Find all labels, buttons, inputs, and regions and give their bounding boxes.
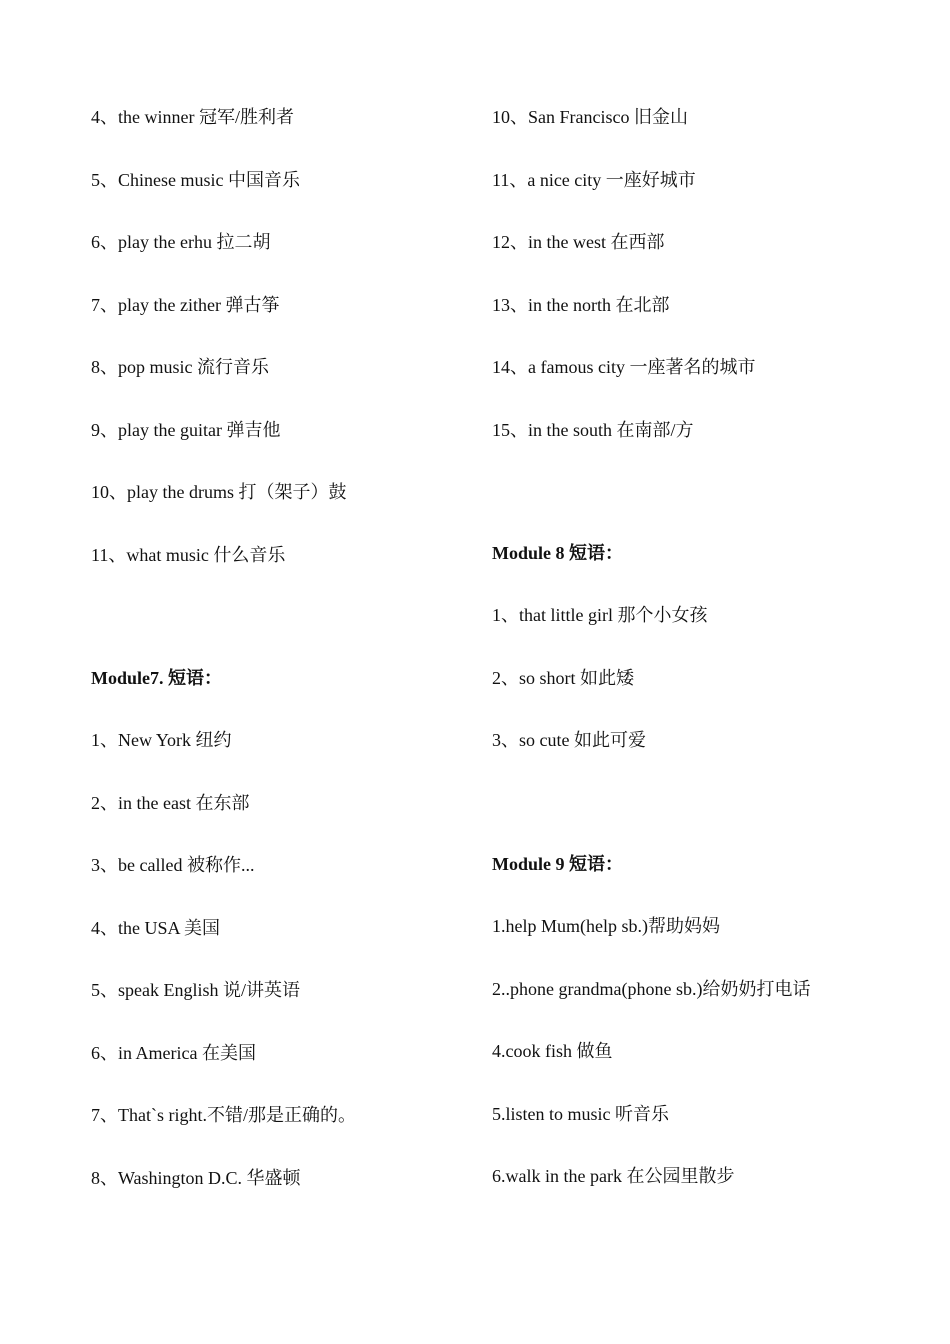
list-item: 6.walk in the park 在公园里散步	[492, 1166, 735, 1186]
list-item: 8、Washington D.C. 华盛顿	[91, 1168, 301, 1188]
list-item: 7、play the zither 弹古筝	[91, 295, 280, 315]
list-item: 12、in the west 在西部	[492, 232, 665, 252]
list-item: 2、so short 如此矮	[492, 668, 635, 688]
list-item: 6、play the erhu 拉二胡	[91, 232, 271, 252]
list-item: 14、a famous city 一座著名的城市	[492, 357, 756, 377]
list-item: 4、the winner 冠军/胜利者	[91, 107, 294, 127]
list-item: 15、in the south 在南部/方	[492, 420, 694, 440]
list-item: 8、pop music 流行音乐	[91, 357, 269, 377]
list-item: 3、be called 被称作...	[91, 855, 255, 875]
list-item: 1.help Mum(help sb.)帮助妈妈	[492, 916, 720, 936]
list-item: 2、in the east 在东部	[91, 793, 250, 813]
list-item: 10、San Francisco 旧金山	[492, 107, 688, 127]
list-item: 13、in the north 在北部	[492, 295, 670, 315]
list-item: 7、That`s right.不错/那是正确的。	[91, 1105, 356, 1125]
list-item: 9、play the guitar 弹吉他	[91, 420, 281, 440]
list-item: 6、in America 在美国	[91, 1043, 256, 1063]
module7-heading: Module7. 短语：	[91, 668, 223, 688]
list-item: 10、play the drums 打（架子）鼓	[91, 482, 347, 502]
list-item: 3、so cute 如此可爱	[492, 730, 646, 750]
list-item: 4.cook fish 做鱼	[492, 1041, 613, 1061]
list-item: 4、the USA 美国	[91, 918, 221, 938]
list-item: 5、Chinese music 中国音乐	[91, 170, 300, 190]
module9-heading: Module 9 短语：	[492, 854, 624, 874]
list-item: 11、a nice city 一座好城市	[492, 170, 696, 190]
list-item: 1、New York 纽约	[91, 730, 232, 750]
list-item: 5.listen to music 听音乐	[492, 1104, 669, 1124]
list-item: 2..phone grandma(phone sb.)给奶奶打电话	[492, 979, 811, 999]
list-item: 11、what music 什么音乐	[91, 545, 286, 565]
list-item: 1、that little girl 那个小女孩	[492, 605, 708, 625]
list-item: 5、speak English 说/讲英语	[91, 980, 300, 1000]
module8-heading: Module 8 短语：	[492, 543, 624, 563]
